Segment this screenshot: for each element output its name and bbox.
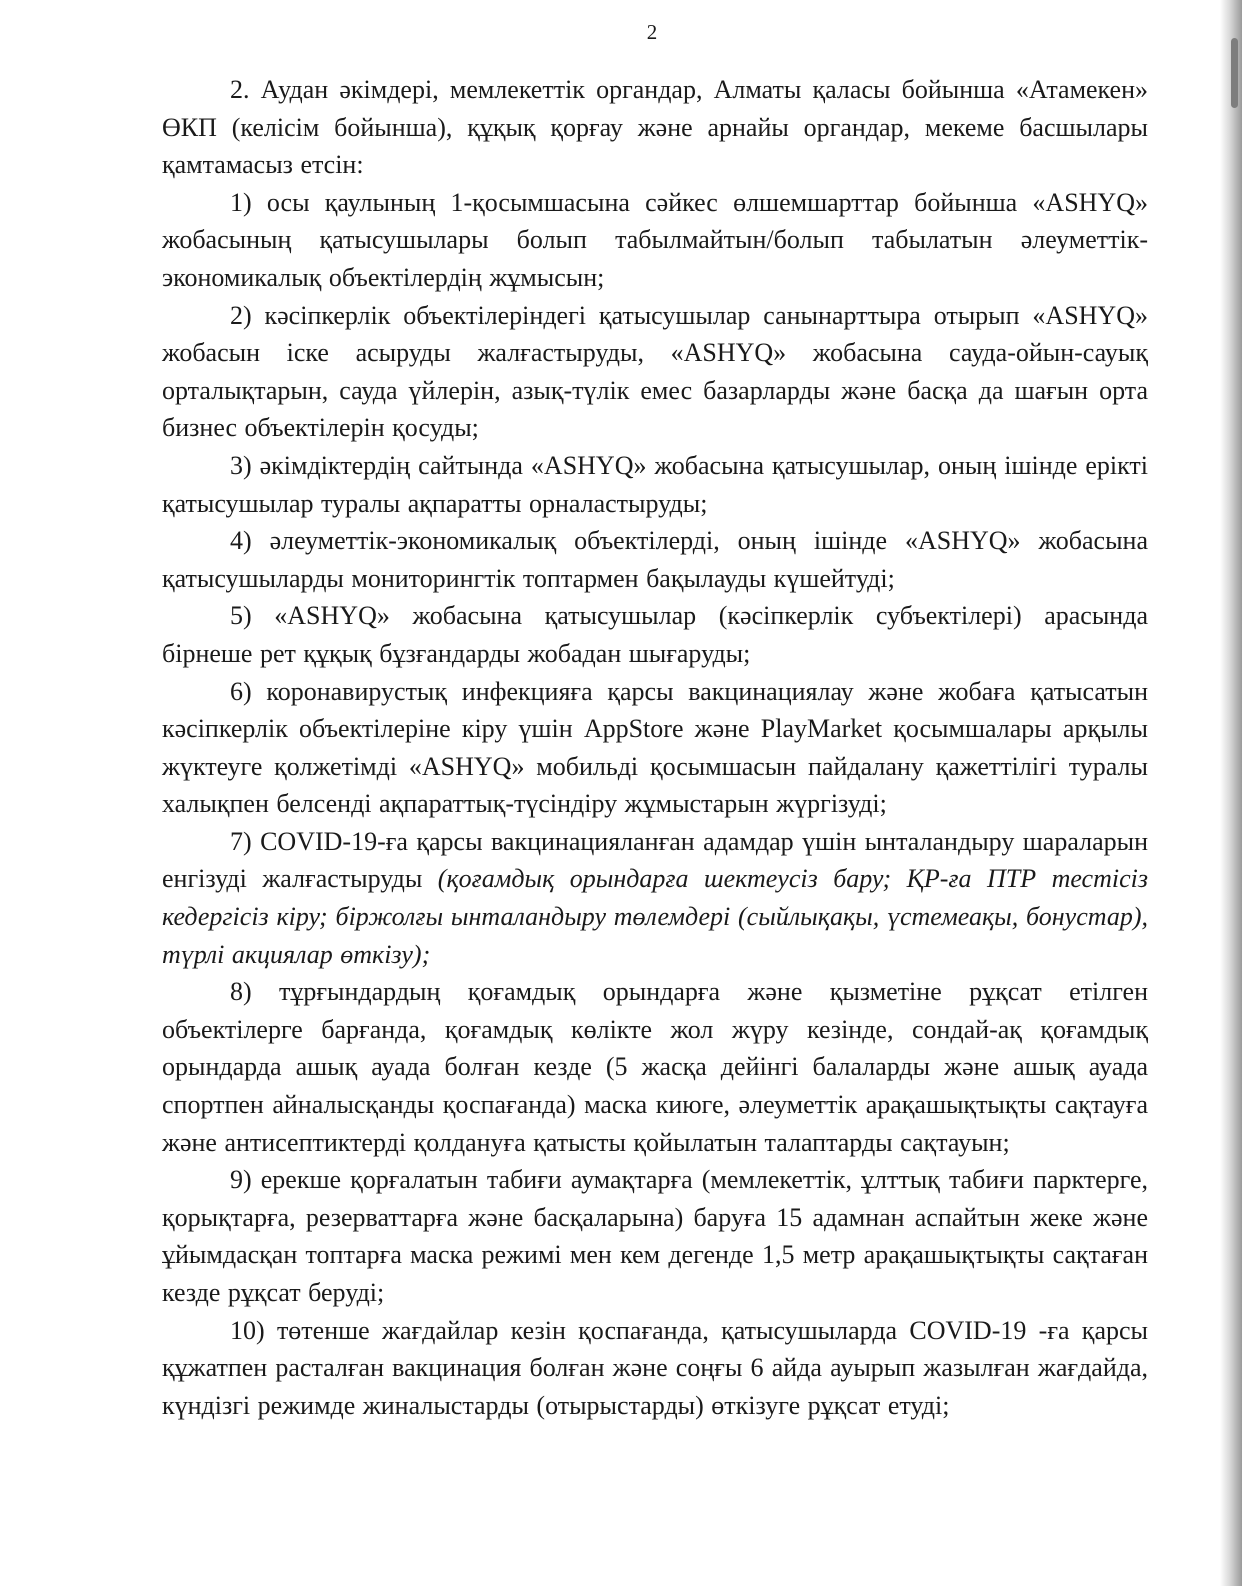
paragraph-text: 5) «ASHYQ» жобасына қатысушылар (кәсіпкерлік субъектілері) арасында бірнеше рет құқық бұзғандарды жобадан шығаруды; — [162, 601, 1148, 668]
document-body — [162, 71, 1148, 1424]
italic-note: (қоғамдық орындарға шектеусіз бару; ҚР-ға ПТР тестісіз кедергісіз кіру; біржолғы ынталандыру төлемдері (сыйлықақы, үстемеақы, бонустар), түрлі акциялар өткізу); — [162, 864, 1148, 969]
list-item-8 — [162, 973, 1148, 1161]
page-edge-shadow — [1220, 0, 1242, 1586]
scrollbar-thumb[interactable] — [1231, 38, 1238, 108]
paragraph-text: 6) коронавирустық инфекцияға қарсы вакцинациялау және жобаға қатысатын кәсіпкерлік объектілеріне кіру үшін AppStore және PlayMarket қосымшалары арқылы жүктеуге қолжетімді «ASHYQ» мобильді қосымшасын пайдалану қажеттілігі туралы халықпен белсенді ақпараттық-түсіндіру жұмыстарын жүргізуді; — [162, 676, 1148, 819]
paragraph-text: 10) төтенше жағдайлар кезін қоспағанда, қатысушыларда COVID-19 -ға қарсы құжатпен расталған вакцинация болған және соңғы 6 айда ауырып жазылған жағдайда, күндізгі режимде жиналыстарды (отырыстарды) өткізуге рұқсат етуді; — [162, 1315, 1148, 1420]
list-item-10 — [162, 1312, 1148, 1425]
paragraph-text: 8) тұрғындардың қоғамдық орындарға және қызметіне рұқсат етілген объектілерге барғанда, қоғамдық көлікте жол жүру кезінде, сондай-ақ қоғамдық орындарда ашық ауада болған кезде (5 жасқа дейінгі балаларды және ашық ауада спортпен айналысқанды қоспағанда) маска киюге, әлеуметтік арақашықтықты сақтауға және антисептиктерді қолдануға қатысты қойылатын талаптарды сақтауын; — [162, 977, 1148, 1157]
list-item-3 — [162, 447, 1148, 522]
paragraph-intro — [162, 71, 1148, 184]
list-item-4 — [162, 522, 1148, 597]
list-item-7 — [162, 823, 1148, 973]
paragraph-text: 9) ерекше қорғалатын табиғи аумақтарға (мемлекеттік, ұлттық табиғи парктерге, қорықтарға, резерваттарға және басқаларына) баруға 15 адамнан аспайтын жеке және ұйымдасқан топтарға маска режимі мен кем дегенде 1,5 метр арақашықтықты сақтаған кезде рұқсат беруді; — [162, 1165, 1148, 1307]
paragraph-text: 4) әлеуметтік-экономикалық объектілерді, оның ішінде «ASHYQ» жобасына қатысушыларды мониторингтік топтармен бақылауды күшейтуді; — [162, 526, 1148, 593]
list-item-1 — [162, 184, 1148, 297]
paragraph-text: 1) осы қаулының 1-қосымшасына сәйкес өлшемшарттар бойынша «ASHYQ» жобасының қатысушылары болып табылмайтын/болып табылатын әлеуметтік-экономикалық объектілердің жұмысын; — [162, 187, 1148, 292]
paragraph-text: 2. Аудан әкімдері, мемлекеттік органдар, Алматы қаласы бойынша «Атамекен» ӨКП (келісім бойынша), құқық қорғау және арнайы органдар, мекеме басшылары қамтамасыз етсін: — [162, 75, 1148, 180]
list-item-9 — [162, 1161, 1148, 1311]
paragraph-text: 7) COVID-19-ға қарсы вакцинацияланған адамдар үшін ынталандыру шараларын енгізуді жалғастыруды — [162, 826, 1148, 894]
paragraph-text: 3) әкімдіктердің сайтында «ASHYQ» жобасына қатысушылар, оның ішінде ерікті қатысушылар туралы ақпаратты орналастыруды; — [162, 450, 1148, 518]
list-item-5 — [162, 597, 1148, 672]
list-item-6 — [162, 673, 1148, 823]
page-number: 2 — [646, 20, 658, 44]
paragraph-text: 2) кәсіпкерлік объектілеріндегі қатысушылар санынарттыра отырып «ASHYQ» жобасын іске асыруды жалғастыруды, «ASHYQ» жобасына сауда-ойын-сауық орталықтарын, сауда үйлерін, азық-түлік емес базарларды және басқа да шағын орта бизнес объектілерін қосуды; — [162, 300, 1148, 443]
list-item-2 — [162, 297, 1148, 447]
